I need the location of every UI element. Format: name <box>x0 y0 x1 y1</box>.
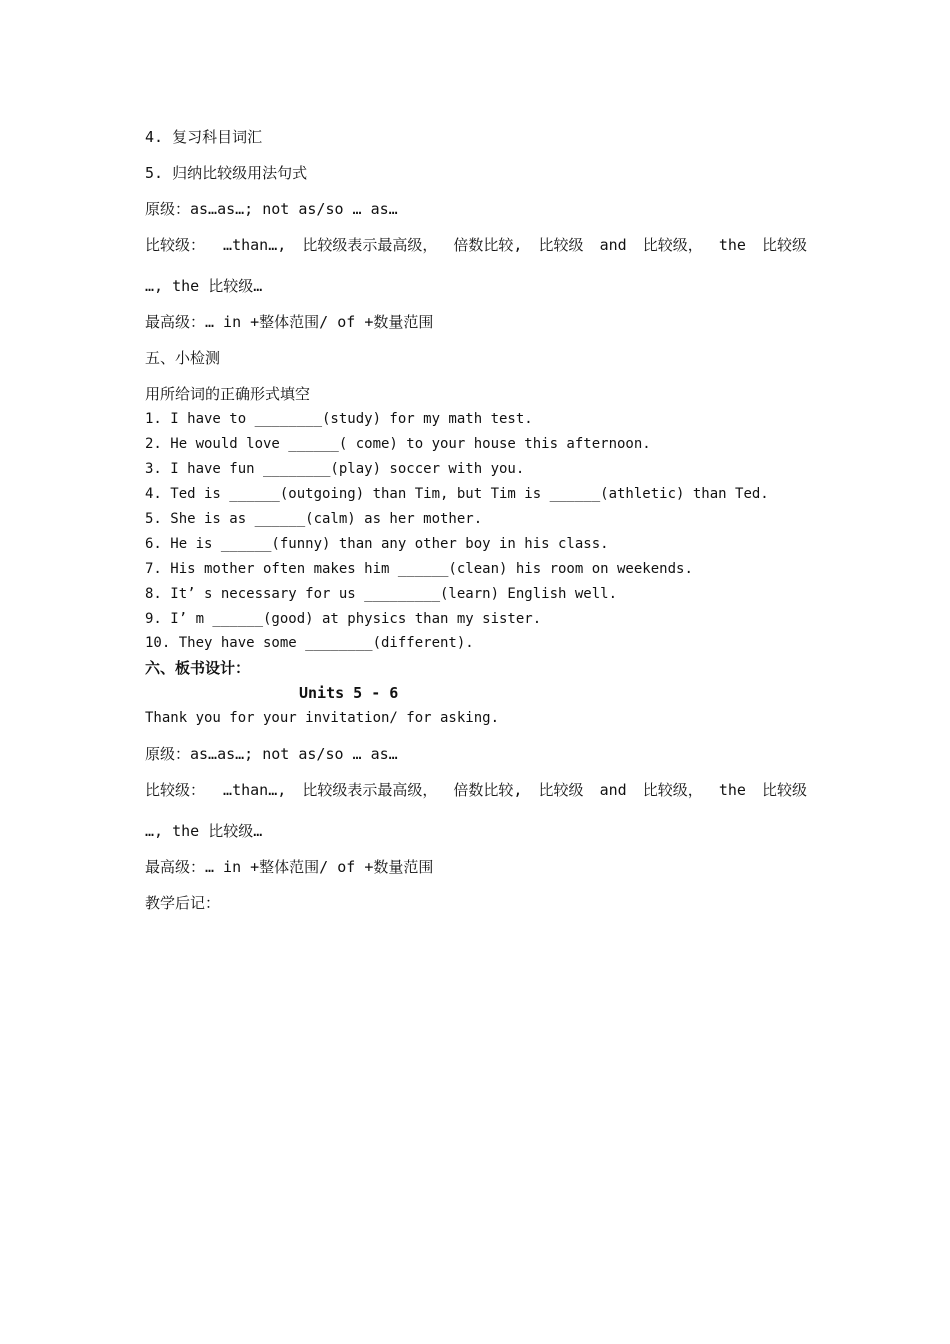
comparative-part: the <box>718 781 746 799</box>
exercise-question: 9. I’ m ______(good) at physics than my sister. <box>145 611 542 627</box>
review-item-4: 4. 复习科目词汇 <box>145 128 263 146</box>
exercise-question: 5. She is as ______(calm) as her mother. <box>145 511 483 527</box>
exercise-question: 3. I have fun ________(play) soccer with you. <box>145 461 525 477</box>
comparative-part: the <box>718 236 746 254</box>
exercise-question: 10. They have some ________(different). <box>145 635 474 651</box>
comparative-degree-continuation: …, the 比较级… <box>145 277 263 295</box>
comparative-part: 倍数比较, <box>453 236 523 254</box>
section-5-heading: 五、小检测 <box>145 349 221 367</box>
exercise-question: 2. He would love ______( come) to your house this afternoon. <box>145 436 651 452</box>
comparative-part: 比较级， <box>642 781 703 799</box>
board-positive-degree-line: 原级：as…as…; not as/so … as… <box>145 745 398 763</box>
comparative-part: 比较级 <box>538 236 584 254</box>
section-6-heading: 六、板书设计： <box>145 659 251 677</box>
exercise-question: 6. He is ______(funny) than any other boy in his class. <box>145 536 609 552</box>
exercise-question: 7. His mother often makes him ______(clean) his room on weekends. <box>145 561 693 577</box>
exercise-instruction: 用所给词的正确形式填空 <box>145 385 311 403</box>
exercise-question: 8. It’ s necessary for us _________(learn) English well. <box>145 586 618 602</box>
review-item-5: 5. 归纳比较级用法句式 <box>145 164 308 182</box>
comparative-part: 比较级 <box>761 781 807 799</box>
comparative-part: 比较级： …than…, <box>145 236 287 254</box>
teaching-notes-label: 教学后记： <box>145 894 221 912</box>
board-title: Units 5 - 6 <box>299 684 399 702</box>
board-comparative-degree-continuation: …, the 比较级… <box>145 822 263 840</box>
superlative-degree-line: 最高级：… in +整体范围/ of +数量范围 <box>145 313 434 331</box>
comparative-part: 比较级 <box>538 781 584 799</box>
comparative-part: 比较级 <box>761 236 807 254</box>
comparative-part: 比较级： …than…, <box>145 781 287 799</box>
comparative-part: and <box>599 781 627 799</box>
board-superlative-degree-line: 最高级：… in +整体范围/ of +数量范围 <box>145 858 434 876</box>
comparative-degree-line <box>145 235 807 255</box>
comparative-part: 倍数比较, <box>453 781 523 799</box>
comparative-part: 比较级表示最高级， <box>302 781 438 799</box>
comparative-part: 比较级表示最高级， <box>302 236 438 254</box>
board-thanks-line: Thank you for your invitation/ for asking. <box>145 710 500 726</box>
comparative-part: and <box>599 236 627 254</box>
board-comparative-degree-line <box>145 780 807 800</box>
positive-degree-line: 原级：as…as…; not as/so … as… <box>145 200 398 218</box>
exercise-question: 4. Ted is ______(outgoing) than Tim, but Tim is ______(athletic) than Ted. <box>145 486 769 502</box>
comparative-part: 比较级， <box>642 236 703 254</box>
exercise-question: 1. I have to ________(study) for my math test. <box>145 411 533 427</box>
